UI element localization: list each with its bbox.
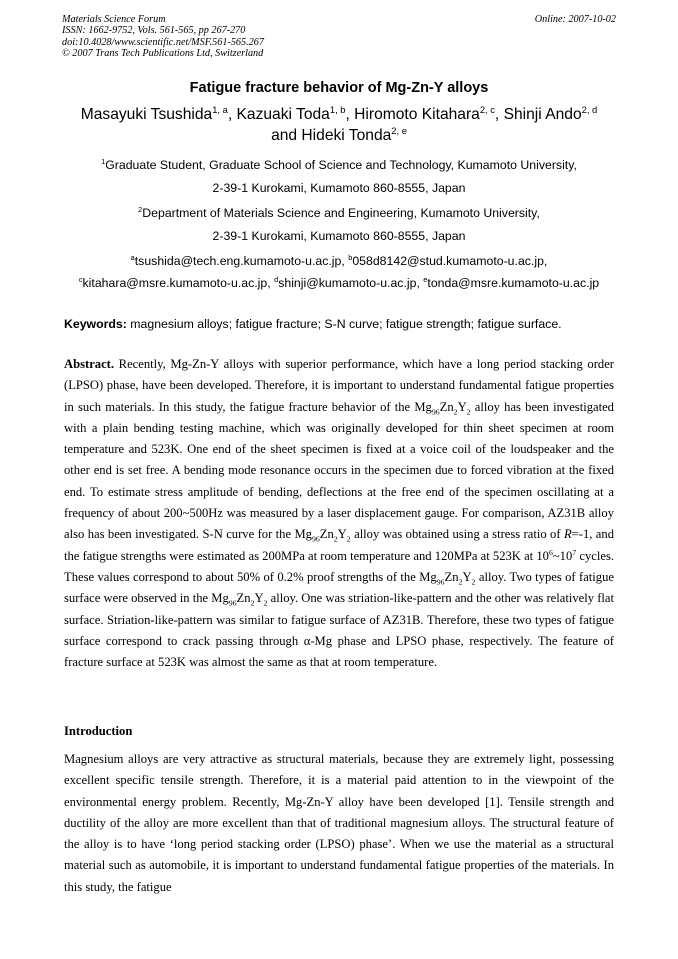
alloy-sub: 2: [453, 407, 458, 417]
alloy-el: Zn: [319, 527, 334, 542]
introduction-text: Magnesium alloys are very attractive as structural materials, because they are extremely light, possessing excellent specific tensile strength. Therefore, it is a material paid attention to in the viewpoint of the environmental energy problem. Recently, Mg-Zn-Y alloy have been developed [1]. Tensile strength and ductility of the alloy are more excellent than that of traditional magnesium alloys. The structural feature of the alloy is to have ‘long period stacking order (LPSO) phase’. When we use the material as a structural material such as automobile, it is important to understand fundamental fatigue properties of the materials. In this study, the fatigue: [64, 752, 614, 894]
author-name: Hideki Tonda: [301, 127, 392, 144]
alloy-el: Y: [457, 399, 467, 414]
email-sup: c: [78, 274, 83, 284]
email-list: $^a$tsushida@tech.eng.kumamoto-u.ac.jp, $^b$058d8142@stud.kumamoto-u.ac.jp, $^c$kitahara@msre.kumamoto-u.ac.jp, $^d$shinji@kumamoto-u.ac.jp, $^e$tonda@msre.kumamoto-u.ac.jp: [78, 252, 600, 290]
abstract-text: cycles. These values correspond to about 50% of 0.2% proof strengths of the: [64, 548, 614, 584]
alloy-formula: [211, 591, 268, 608]
exponent: 7: [572, 547, 577, 557]
abstract-text: alloy. One was striation-like-pattern and the other was relatively flat surface. Striation-like-pattern was similar to fatigue surface of AZ31B. Therefore, these two types of fatigue surface correspond to crack passing through α-Mg phase and LPSO phase, respectively. The feature of fracture surface at 523K was almost the same as that at room temperature.: [64, 591, 614, 670]
journal-header: [62, 14, 616, 59]
alloy-el: Y: [462, 569, 472, 584]
alloy-el: Mg: [211, 591, 229, 606]
email-sup: e: [423, 274, 428, 284]
alloy-el: Zn: [444, 569, 459, 584]
keywords-label: Keywords:: [64, 317, 127, 331]
alloy-sub: 96: [311, 534, 320, 544]
alloy-sub: 96: [436, 577, 445, 587]
email-address[interactable]: tsushida@tech.eng.kumamoto-u.ac.jp: [134, 254, 342, 268]
alloy-sub: 2: [250, 598, 255, 608]
author-sup: 1, b: [329, 104, 346, 115]
alloy-sub: 96: [228, 598, 237, 608]
email-sup: a: [130, 252, 135, 262]
issn-line: ISSN: 1662-9752, Vols. 561-565, pp 267-270: [62, 25, 246, 37]
keywords-text: magnesium alloys; fatigue fracture; S-N curve; fatigue strength; fatigue surface.: [126, 317, 562, 331]
keywords: [64, 315, 614, 333]
journal-name: Materials Science Forum: [62, 14, 166, 25]
author-and: and: [271, 127, 302, 144]
exponent: 6: [548, 547, 553, 557]
abstract-text: =-1, and the fatigue strengths were estimated as 200MPa at room temperature and 120MPa at 523K at 10: [64, 527, 614, 563]
affiliation-line: Department of Materials Science and Engineering, Kumamoto University,: [142, 206, 540, 220]
abstract-label: Abstract.: [64, 357, 115, 371]
affiliation-1: [40, 154, 638, 200]
paper-title: Fatigue fracture behavior of Mg-Zn-Y alloys: [189, 80, 489, 96]
alloy-sub: 2: [333, 534, 338, 544]
author-name: Masayuki Tsushida: [80, 106, 213, 123]
alloy-sub: 96: [431, 407, 440, 417]
abstract-text: Recently, Mg-Zn-Y alloys with superior performance, which have a long period stacking order (LPSO) phase, have been developed. Therefore, it is important to understand fundamental fatigue properties in such materials. In this study, the fatigue fracture behavior of the: [64, 357, 614, 414]
online-date: Online: 2007-10-02: [534, 14, 616, 25]
section-heading-introduction: Introduction: [64, 724, 133, 738]
affiliation-line: Graduate Student, Graduate School of Science and Technology, Kumamoto University,: [105, 158, 577, 172]
alloy-el: Y: [337, 527, 347, 542]
abstract-text: alloy has been investigated with a plain bending testing machine, which was originally developed for thin sheet specimen at room temperature and 523K. One end of the sheet specimen is fixed at a voice coil of the loudspeaker and the other end is set free. A bending mode resonance occurs in the specimen due to forced vibration at the fixed end. To estimate stress amplitude of bending, deflections at the free end of the specimen oscillating at a frequency of about 200~500Hz was measured by a laser displacement gauge. For comparison, AZ31B alloy also has been investigated. S-N curve for the: [64, 399, 614, 542]
alloy-el: Y: [254, 591, 264, 606]
author-name: Hiromoto Kitahara: [354, 106, 480, 123]
email-address[interactable]: tonda@msre.kumamoto-u.ac.jp: [427, 276, 600, 290]
doi-line: doi:10.4028/www.scientific.net/MSF.561-565.267: [62, 36, 264, 48]
alloy-el: Zn: [439, 399, 454, 414]
alloy-sub: 2: [471, 577, 476, 587]
alloy-el: Zn: [236, 591, 251, 606]
author-sup: 2, d: [581, 104, 598, 115]
alloy-formula: [414, 399, 471, 417]
author-separator: ,: [494, 106, 504, 123]
alloy-sub: 2: [346, 534, 351, 544]
author-separator: ,: [227, 106, 237, 123]
alloy-el: Mg: [414, 399, 432, 414]
author-separator: ,: [345, 106, 355, 123]
author-sup: 2, e: [391, 125, 407, 136]
alloy-el: Mg: [294, 527, 312, 542]
abstract-text: alloy. Two types of fatigue surface were observed in the: [64, 569, 614, 606]
author-name: Shinji Ando: [503, 106, 582, 123]
affiliation-sup: 1: [101, 156, 106, 166]
affiliation-address: 2-39-1 Kurokami, Kumamoto 860-8555, Japan: [212, 181, 466, 195]
alloy-sub: 2: [466, 407, 471, 417]
affiliation-sup: 2: [138, 204, 143, 214]
abstract-text: alloy was obtained using a stress ratio of: [350, 527, 564, 542]
alloy-el: Mg: [419, 569, 437, 584]
author-sup: 1, a: [212, 104, 228, 115]
email-address[interactable]: 058d8142@stud.kumamoto-u.ac.jp: [352, 254, 544, 268]
abstract-text: ~10: [552, 548, 573, 563]
alloy-formula: [294, 527, 351, 544]
affiliation-2: [40, 202, 638, 248]
alloy-sub: 2: [263, 598, 268, 608]
alloy-sub: 2: [458, 577, 463, 587]
abstract: [64, 354, 614, 673]
alloy-formula: [419, 569, 476, 587]
author-sup: 2, c: [479, 104, 495, 115]
email-sup: d: [274, 274, 279, 284]
email-address[interactable]: kitahara@msre.kumamoto-u.ac.jp: [82, 276, 268, 290]
author-name: Kazuaki Toda: [236, 106, 330, 123]
email-address[interactable]: shinji@kumamoto-u.ac.jp: [278, 276, 417, 290]
affiliation-address: 2-39-1 Kurokami, Kumamoto 860-8555, Japan: [212, 229, 466, 243]
author-list: [40, 104, 638, 146]
email-sup: b: [348, 252, 353, 262]
copyright-line: © 2007 Trans Tech Publications Ltd, Switzerland: [62, 47, 264, 59]
stress-ratio-symbol: R: [563, 527, 572, 542]
